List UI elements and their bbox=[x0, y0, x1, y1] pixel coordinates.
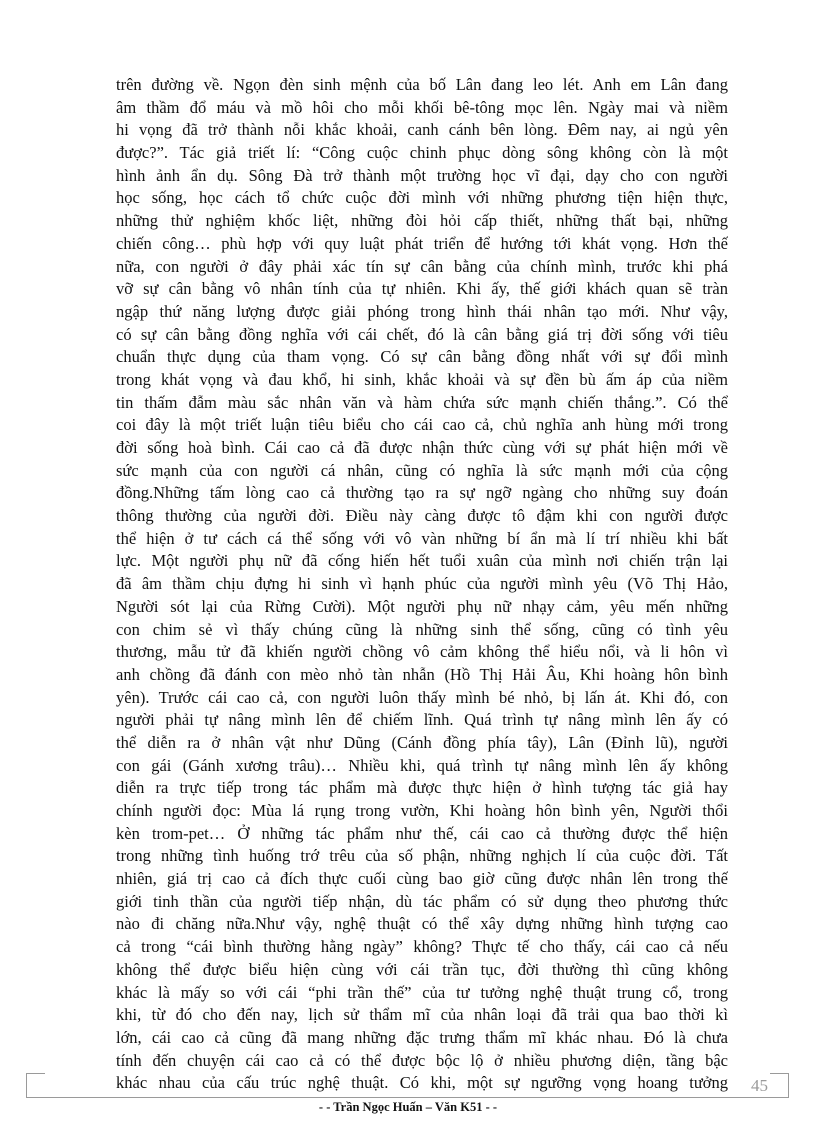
body-line: có sự cân bằng đồng nghĩa với cái chết, đó là cân bằng giá trị đời sống với tiêu bbox=[116, 324, 728, 344]
body-line: yên). Trước cái cao cả, con người luôn thấy mình bé nhỏ, bị lấn át. Khi đó, con bbox=[116, 687, 728, 707]
page-number: 45 bbox=[751, 1076, 768, 1095]
body-line: con gái (Gánh xương trâu)… Nhiều khi, quá trình tự nâng mình lên ấy không bbox=[116, 755, 728, 775]
body-line: được?”. Tác giả triết lí: “Công cuộc chinh phục dòng sông không còn là một bbox=[116, 143, 728, 163]
body-line: đã âm thầm chịu đựng hi sinh vì hạnh phúc của người mình yêu (Võ Thị Hảo, bbox=[116, 574, 728, 594]
body-line: đời sống hoà bình. Cái cao cả đã được nhận thức cùng với sự phát hiện mới về bbox=[116, 438, 728, 457]
body-line: nữa, con người ở đây phải xác tín sự cân bằng của chính mình, trước khi phá bbox=[116, 256, 728, 276]
body-line: trong khát vọng và đau khổ, hi sinh, khắc khoải và sự đền bù ấm áp của niềm bbox=[116, 369, 728, 389]
body-text bbox=[116, 74, 728, 1095]
body-line: Người sót lại của Rừng Cười). Một người phụ nữ nhạy cảm, yêu mến những bbox=[116, 596, 728, 616]
body-line: nào đi chăng nữa.Như vậy, nghệ thuật có thể xây dựng những hình tượng cao bbox=[116, 914, 728, 934]
footer-rule bbox=[26, 1075, 788, 1098]
body-line: ngập thứ năng lượng được giải phóng trong hình thái nhân tạo mới. Như vậy, bbox=[116, 301, 728, 321]
body-line: những thử nghiệm khốc liệt, những đòi hỏi cấp thiết, những thất bại, những bbox=[116, 211, 728, 231]
body-line: coi đây là một triết luận tiêu biểu cho cái cao cả, chủ nghĩa anh hùng mới trong bbox=[116, 415, 728, 435]
body-line: nhiên, giá trị cao cả đích thực cuối cùng bao giờ cũng được nhân lên trong thế bbox=[116, 869, 728, 889]
body-line: anh chồng đã đánh con mèo nhỏ tàn nhẫn (Hồ Thị Hải Âu, Khi hoàng hôn bình bbox=[116, 664, 728, 684]
body-line: chiến công… phù hợp với quy luật phát triển để hướng tới khát vọng. Hơn thế bbox=[116, 233, 728, 253]
page-footer: - - Trần Ngọc Huấn – Văn K51 - - bbox=[318, 1100, 498, 1114]
body-line: thương, mẫu tử đã khiến người chồng vô cảm không thể hiểu nổi, và li hôn vì bbox=[116, 642, 728, 662]
body-line: chuẩn thực dụng của tham vọng. Có sự cân bằng đồng nhất với sự đổi mình bbox=[116, 347, 728, 367]
body-line: giới tinh thần của người tiếp nhận, dù tác phẩm có sử dụng theo phương thức bbox=[116, 891, 728, 911]
body-line: tin thấm đẫm màu sắc nhân văn và hàm chứa sức mạnh chiến thắng.”. Có thể bbox=[116, 392, 728, 412]
body-line: khác là mấy so với cái “phi trần thế” của tư tưởng nghệ thuật trung cổ, trong bbox=[116, 982, 728, 1002]
body-line: chính người đọc: Mùa lá rụng trong vườn, Khi hoàng hôn bình yên, Người thổi bbox=[116, 801, 728, 820]
body-line: cả trong “cái bình thường hằng ngày” không? Thực tế cho thấy, cái cao cả nếu bbox=[116, 937, 728, 957]
footer-corner-left bbox=[26, 1073, 45, 1098]
body-line: hình ảnh ẩn dụ. Sông Đà trở thành một trường học vĩ đại, dạy cho con người bbox=[116, 165, 728, 185]
body-line: đồng.Những tấm lòng cao cả thường tạo ra sự ngỡ ngàng cho những suy đoán bbox=[116, 483, 728, 503]
body-line: sức mạnh của con người cá nhân, cũng có nghĩa là sức mạnh mới của cộng bbox=[116, 460, 728, 480]
body-line: không thể được biểu hiện cùng với cái trần tục, đời thường thì cũng không bbox=[116, 959, 728, 979]
body-line: hi vọng đã trở thành nỗi khắc khoải, canh cánh bên lòng. Đêm nay, ai ngủ yên bbox=[116, 120, 728, 140]
body-line: thể hiện ở tư cách cá thể sống với vô vàn những bí ẩn mà lí trí nhiều khi bất bbox=[116, 528, 728, 548]
body-line: khác nhau của cấu trúc nghệ thuật. Có khi, một sự ngưỡng vọng hoang tưởng bbox=[116, 1073, 728, 1093]
body-line: trong những tình huống trớ trêu của số phận, những nghịch lí của cuộc đời. Tất bbox=[116, 846, 728, 866]
body-line: tính đến chuyện cái cao cả có thể được bộc lộ ở nhiều phương diện, tầng bậc bbox=[116, 1050, 728, 1070]
body-line: học sống, học cách tổ chức cuộc đời mình với những phương tiện hiện thực, bbox=[116, 188, 728, 208]
body-line: người phải tự nâng mình lên để chiếm lĩnh. Quá trình tự nâng mình lên ấy có bbox=[116, 710, 728, 730]
body-line: trên đường về. Ngọn đèn sinh mệnh của bố Lân đang leo lét. Anh em Lân đang bbox=[116, 75, 728, 94]
body-line: vỡ sự cân bằng vô nhân tính của tự nhiên. Khi ấy, thế giới khách quan sẽ tràn bbox=[116, 279, 728, 299]
body-line: lớn, cái cao cả cũng đã mang những đặc trưng thẩm mĩ khác nhau. Đó là chưa bbox=[116, 1027, 728, 1047]
body-line: thể diễn ra ở nhân vật như Dũng (Cánh đồng phía tây), Lân (Đỉnh lũ), người bbox=[116, 732, 728, 752]
body-line: lực. Một người phụ nữ đã cống hiến hết tuổi xuân của mình nơi chiến trận lại bbox=[116, 551, 728, 571]
body-line: thông thường của người đời. Điều này càng được tô đậm khi con người được bbox=[116, 506, 728, 526]
body-line: kèn trom-pet… Ở những tác phẩm như thế, cái cao cả thường được thể hiện bbox=[116, 823, 728, 843]
body-line: âm thầm đổ máu và mồ hôi cho mỗi khối bê-tông mọc lên. Ngày mai và niềm bbox=[116, 97, 728, 117]
body-line: diễn ra trực tiếp trong tác phẩm mà được thực hiện ở hình tượng tác giả hay bbox=[116, 778, 728, 798]
body-line: khi, từ đó cho đến nay, lịch sử thẩm mĩ của nhân loại đã trải qua bao thời kì bbox=[116, 1005, 728, 1025]
body-line: con chim sẻ vì thấy chúng cũng là những sinh thể sống, cũng có tình yêu bbox=[116, 619, 728, 639]
footer-corner-right bbox=[770, 1073, 789, 1098]
